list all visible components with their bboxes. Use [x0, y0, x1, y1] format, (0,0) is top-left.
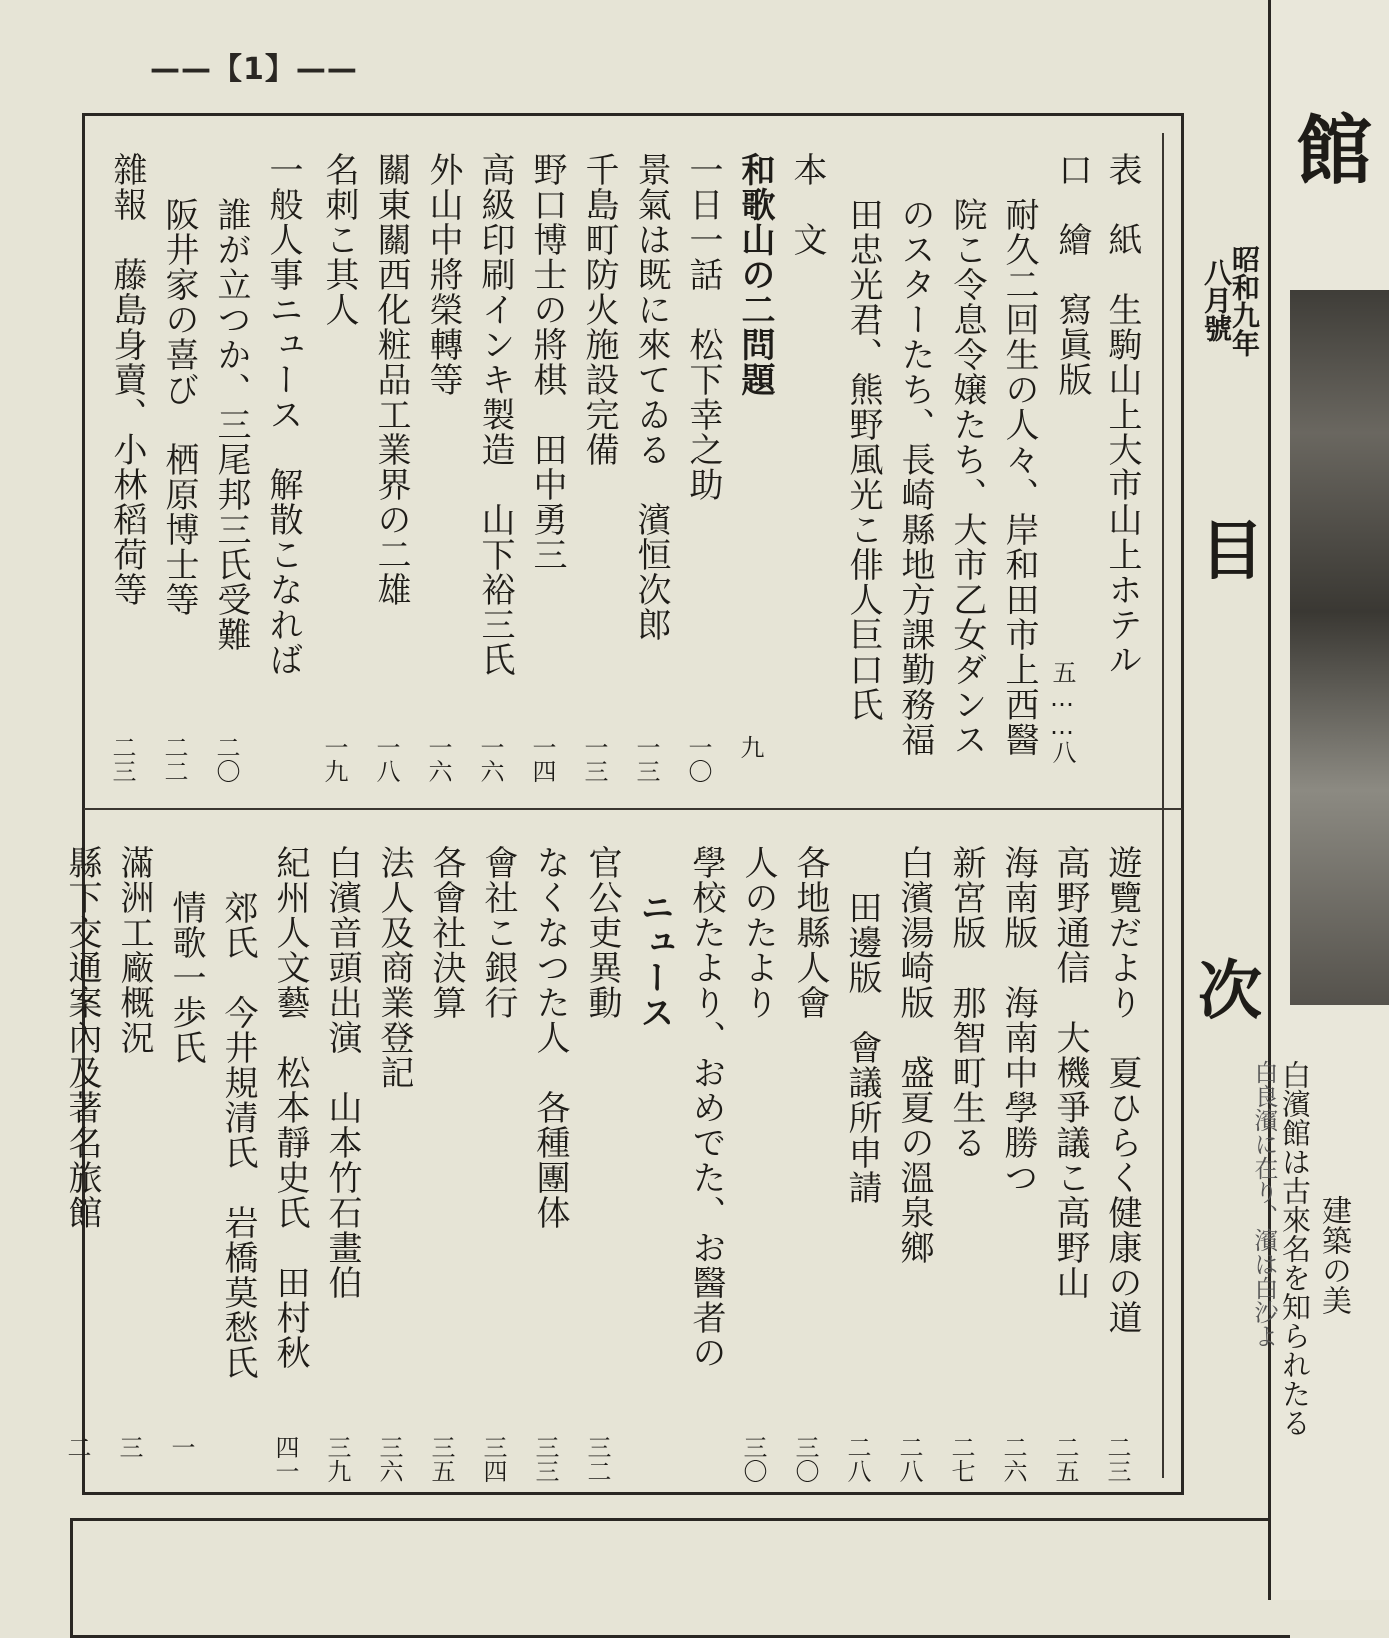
toc-lower-entry: 郊氏 今井規清氏 岩橋莫愁氏: [218, 890, 258, 1380]
toc-upper-entry: 耐久二回生の人々、岸和田市上西醫: [999, 197, 1039, 757]
mid-rule: [84, 808, 1182, 810]
toc-upper-page: 二三: [108, 735, 136, 783]
toc-upper-entry: 雜報 藤島身賣、小林稻荷等: [107, 152, 147, 607]
toc-lower-page: 二六: [999, 1435, 1027, 1483]
toc-lower-page: 三六: [375, 1435, 403, 1483]
toc-lower-entry: なくなつた人 各種團体: [530, 845, 570, 1230]
toc-lower-page: 二五: [1051, 1435, 1079, 1483]
toc-lower-entry: 法人及商業登記: [374, 845, 414, 1090]
toc-lower-page: 三: [115, 1435, 143, 1459]
toc-lower-entry: 各會社決算: [426, 845, 466, 1020]
toc-upper-entry: 口 繪 寫眞版: [1052, 152, 1092, 397]
photo-caption-text-2: 白良濱に在り、濱は白沙よ: [1250, 1060, 1278, 1348]
toc-upper-page: 一六: [424, 735, 452, 783]
toc-lower-entry: 情歌一歩氏: [166, 890, 206, 1065]
toc-upper-page: 二二: [160, 735, 188, 783]
photo-caption-title: 建築の美: [1316, 1195, 1351, 1315]
toc-lower-page: 二三: [1103, 1435, 1131, 1483]
toc-upper-page: 一三: [632, 735, 660, 783]
right-panel-title: 館: [1296, 106, 1372, 195]
toc-lower-entry: 田邊版 會議所申請: [842, 890, 882, 1205]
toc-upper-entry: のスターたち、長崎縣地方課勤務福: [895, 197, 935, 757]
toc-lower-page: 一: [167, 1435, 195, 1459]
toc-lower-page: 二八: [843, 1435, 871, 1483]
toc-upper-entry: 田忠光君、熊野風光こ俳人巨口氏: [843, 197, 883, 722]
toc-upper-entry: 高級印刷インキ製造 山下裕三氏: [475, 152, 515, 677]
page-number: ——【1】——: [150, 52, 358, 87]
toc-lower-page: 三五: [427, 1435, 455, 1483]
bottom-frame: [70, 1518, 1290, 1638]
toc-lower-entry: 白濱湯崎版 盛夏の溫泉鄉: [894, 845, 934, 1265]
toc-lower-entry: 滿洲工廠概況: [114, 845, 154, 1055]
toc-lower-page: 二: [63, 1435, 91, 1459]
toc-upper-entry: 關東關西化粧品工業界の二雄: [371, 152, 411, 607]
toc-upper-entry: 院こ令息令嬢たち、大市乙女ダンス: [947, 197, 987, 757]
right-panel-border: [1268, 0, 1271, 1600]
toc-upper-entry: 景氣は既に來てゐる 濱恒次郎: [631, 152, 671, 642]
heading-moku: 目: [1200, 515, 1264, 589]
building-photo: [1290, 290, 1389, 1005]
toc-lower-entry: 官公吏異動: [582, 845, 622, 1020]
toc-upper-entry: 誰が立つか、三尾邦三氏受難: [211, 197, 251, 652]
heading-ji: 次: [1198, 955, 1262, 1029]
toc-upper-page: 五……八: [1048, 660, 1076, 764]
toc-upper-entry: 一日一話 松下幸之助: [683, 152, 723, 502]
toc-lower-entry: 學校たより、おめでた、お醫者の: [686, 845, 726, 1370]
toc-lower-entry: 會社こ銀行: [478, 845, 518, 1020]
toc-lower-page: 四一: [271, 1435, 299, 1483]
toc-upper-entry: 和歌山の二問題: [735, 152, 775, 397]
toc-upper-page: 二〇: [212, 735, 240, 783]
toc-upper-page: 一〇: [684, 735, 712, 783]
toc-lower-entry: 海南版 海南中學勝つ: [998, 845, 1038, 1195]
toc-lower-entry: 白濱音頭出演 山本竹石畫伯: [322, 845, 362, 1300]
toc-upper-entry: 一般人事ニュース 解散こなれば: [263, 152, 303, 677]
toc-lower-entry: 新宮版 那智町生る: [946, 845, 986, 1160]
toc-lower-entry: 縣下交通案內及著名旅館: [62, 845, 102, 1230]
toc-upper-entry: 表 紙 生駒山上大市山上ホテル: [1102, 152, 1142, 677]
toc-lower-entry: 人のたより: [738, 845, 778, 1020]
toc-lower-page: 三〇: [739, 1435, 767, 1483]
photo-caption-text-1: 白濱館は古來名を知られたる: [1278, 1060, 1312, 1437]
toc-lower-page: 三三: [531, 1435, 559, 1483]
toc-lower-page: 三〇: [791, 1435, 819, 1483]
toc-upper-page: 一九: [320, 735, 348, 783]
toc-upper-page: 一三: [580, 735, 608, 783]
toc-lower-entry: 遊覽だより 夏ひらく健康の道: [1102, 845, 1142, 1335]
toc-upper-entry: 千島町防火施設完備: [579, 152, 619, 467]
toc-lower-entry: 各地縣人會: [790, 845, 830, 1020]
toc-lower-entry: ニュース: [634, 890, 674, 1030]
toc-upper-page: 一六: [476, 735, 504, 783]
issue-date-year: 昭和九年: [1228, 245, 1261, 357]
toc-lower-page: 三四: [479, 1435, 507, 1483]
toc-upper-page: 九: [736, 735, 764, 759]
inner-rule: [1162, 133, 1164, 1478]
toc-upper-entry: 本 文: [787, 152, 827, 257]
toc-upper-page: 一八: [372, 735, 400, 783]
toc-upper-page: 一四: [528, 735, 556, 783]
toc-upper-entry: 外山中將榮轉等: [423, 152, 463, 397]
toc-lower-page: 二七: [947, 1435, 975, 1483]
toc-lower-page: 二八: [895, 1435, 923, 1483]
toc-lower-entry: 紀州人文藝 松本靜史氏 田村秋: [270, 845, 310, 1370]
toc-lower-page: 三二: [583, 1435, 611, 1483]
issue-date-month: 八月號: [1200, 258, 1233, 342]
toc-lower-entry: 高野通信 大機爭議こ高野山: [1050, 845, 1090, 1300]
toc-lower-page: 三九: [323, 1435, 351, 1483]
toc-upper-entry: 阪井家の喜び 栖原博士等: [159, 197, 199, 617]
toc-upper-entry: 名刺こ其人: [319, 152, 359, 327]
toc-upper-entry: 野口博士の將棋 田中勇三: [527, 152, 567, 572]
